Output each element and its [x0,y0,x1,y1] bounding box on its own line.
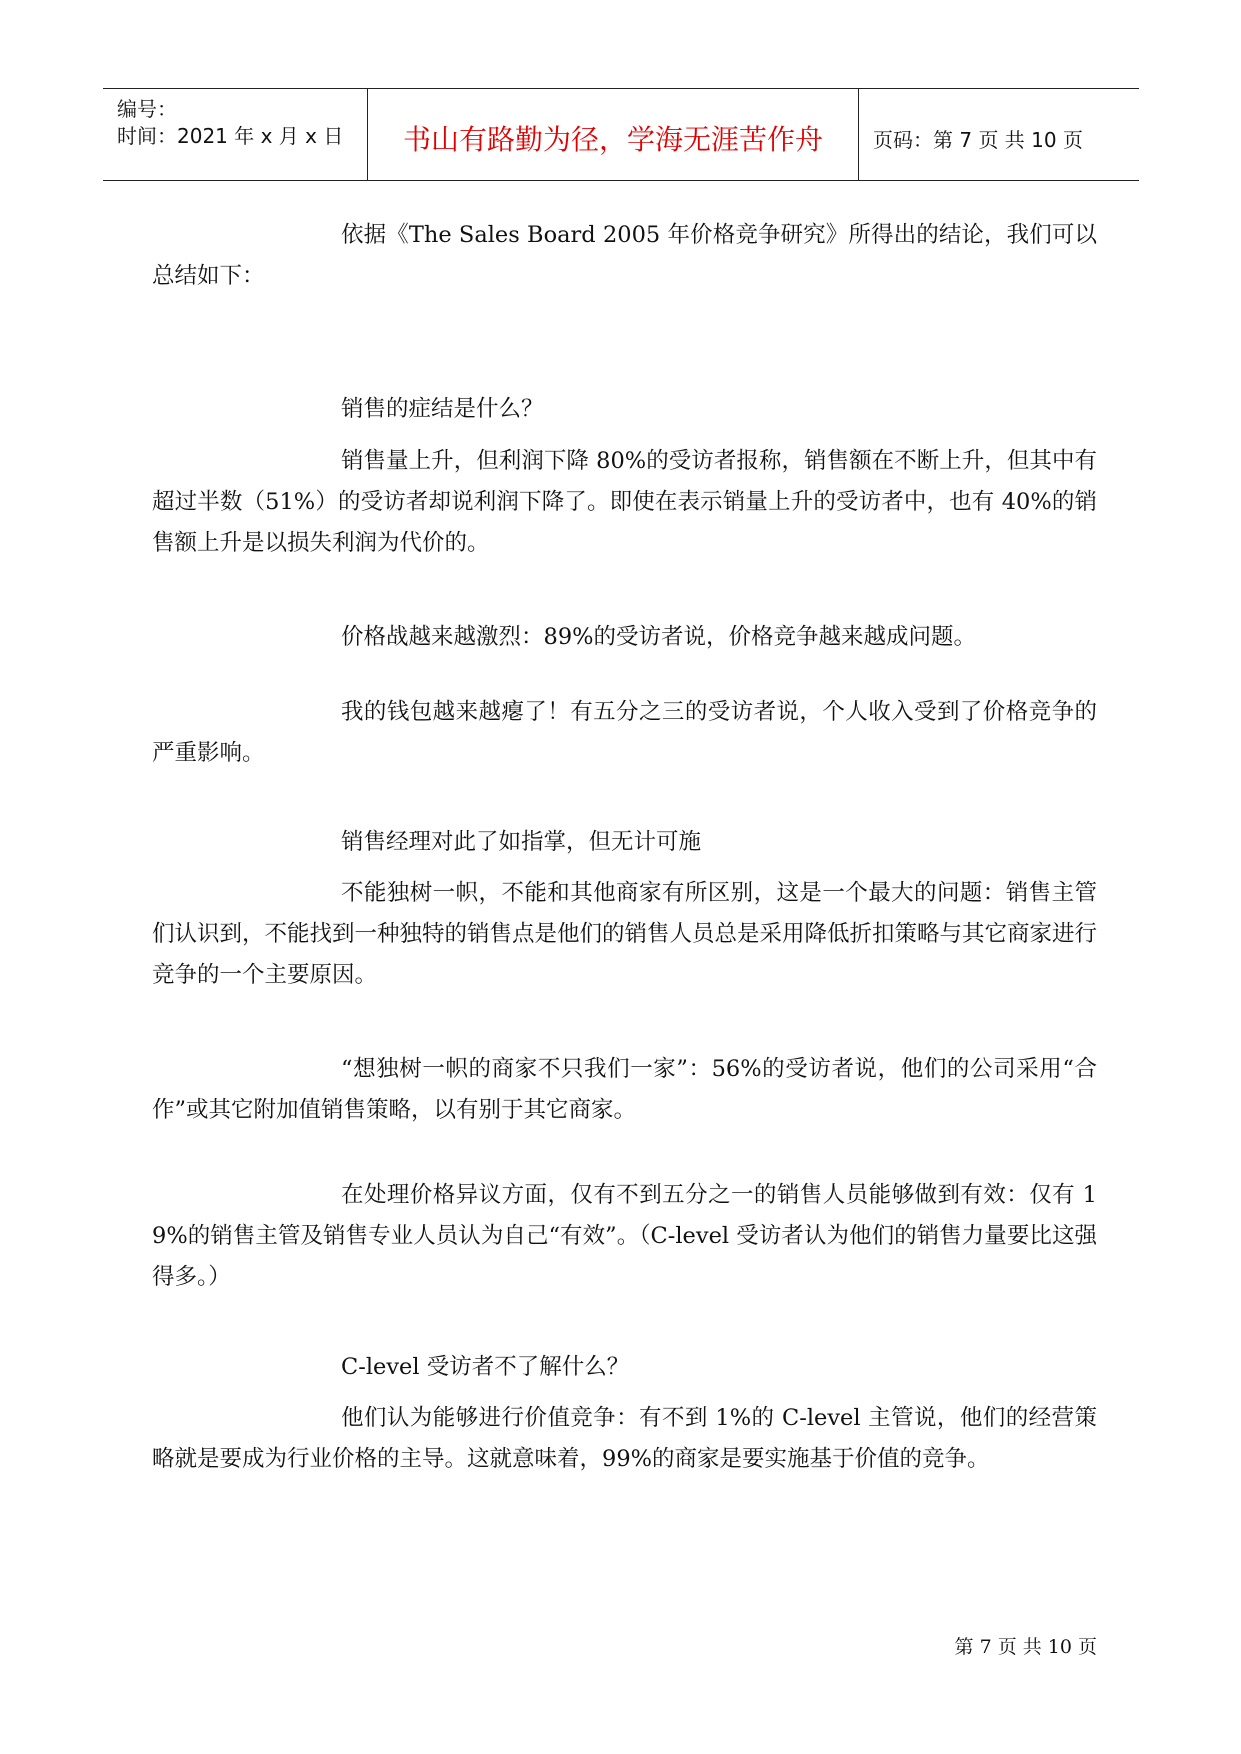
header-page-cell [859,89,1139,180]
paragraph-not-only-us: “想独树一帜的商家不只我们一家”：56%的受访者说，他们的公司采用“合作”或其它附加值销售策略，以有别于其它商家。 [152,1056,1097,1123]
header-info-cell [103,89,368,180]
paragraph-intro: 依据《The Sales Board 2005 年价格竞争研究》所得出的结论，我们可以总结如下： [152,222,1097,289]
paragraph-price-objections: 在处理价格异议方面，仅有不到五分之一的销售人员能够做到有效：仅有 19%的销售主管及销售专业人员认为自己“有效”。（C-level 受访者认为他们的销售力量要比这强得多。） [152,1182,1097,1290]
document-number-label: 编号： [117,97,177,121]
section-heading-c-level: C-level 受访者不了解什么？ [341,1354,630,1380]
page-footer: 第 7 页 共 10 页 [954,1636,1097,1658]
paragraph-income-impact: 我的钱包越来越瘪了！有五分之三的受访者说，个人收入受到了价格竞争的严重影响。 [152,699,1097,766]
header-motto-cell [368,89,859,180]
header-page-code: 页码：第 7 页 共 10 页 [873,128,1083,152]
document-time-label: 时间：2021 年 x 月 x 日 [117,124,344,148]
page-header [103,88,1139,181]
paragraph-sales-up-profit-down: 销售量上升，但利润下降 80%的受访者报称，销售额在不断上升，但其中有超过半数（51%）的受访者却说利润下降了。即使在表示销量上升的受访者中，也有 40%的销售额上升是以损失利润为代价的。 [152,448,1097,556]
section-heading-sales-managers: 销售经理对此了如指掌，但无计可施 [341,829,702,855]
section-heading-sales-problem: 销售的症结是什么？ [341,396,544,422]
paragraph-price-war: 价格战越来越激烈：89%的受访者说，价格竞争越来越成问题。 [341,624,977,650]
header-motto: 书山有路勤为径，学海无涯苦作舟 [402,123,823,156]
paragraph-differentiation: 不能独树一帜，不能和其他商家有所区别，这是一个最大的问题：销售主管们认识到，不能找到一种独特的销售点是他们的销售人员总是采用降低折扣策略与其它商家进行竞争的一个主要原因。 [152,880,1098,988]
paragraph-value-competition: 他们认为能够进行价值竞争：有不到 1%的 C-level 主管说，他们的经营策略就是要成为行业价格的主导。这就意味着，99%的商家是要实施基于价值的竞争。 [152,1405,1097,1472]
